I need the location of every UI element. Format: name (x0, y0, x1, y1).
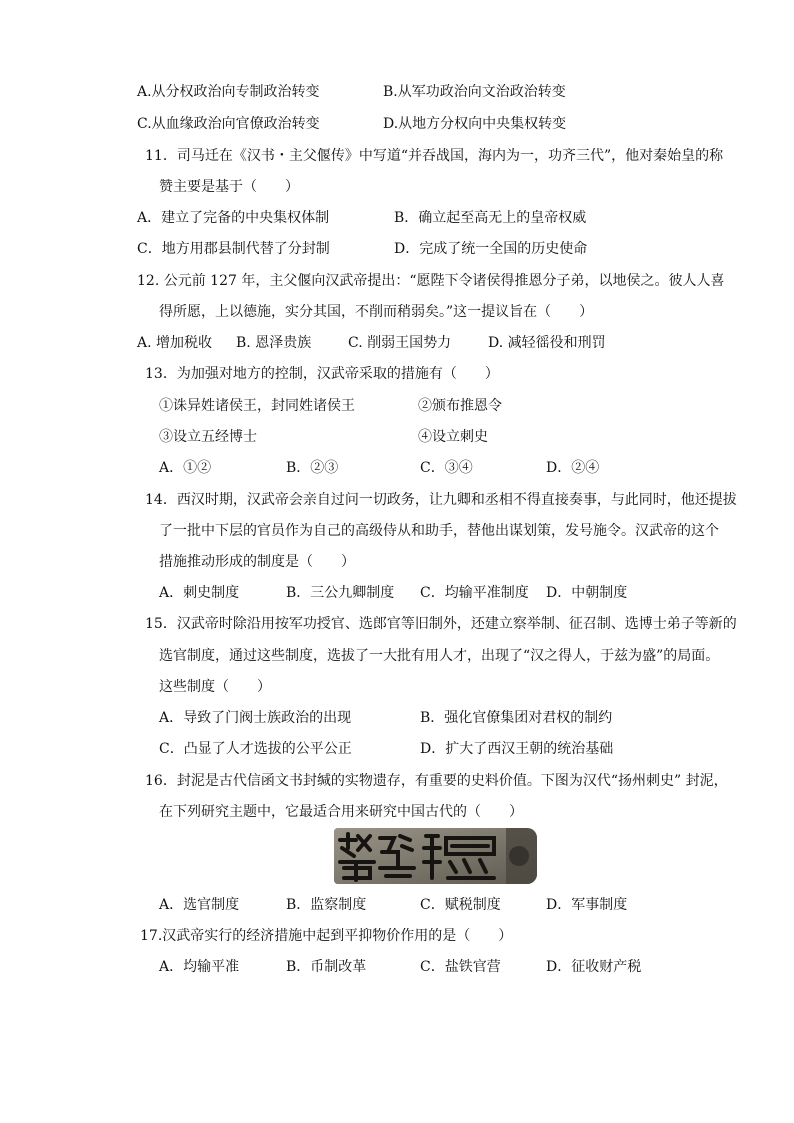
q13-item-4: ④设立刺史 (418, 429, 488, 445)
q11-option-b: B．确立起至高无上的皇帝权威 (394, 210, 587, 226)
q13-option-a: A．①② (159, 460, 212, 476)
q14-option-d: D．中朝制度 (546, 585, 628, 601)
q11-option-c: C．地方用郡县制代替了分封制 (137, 241, 330, 257)
q13-option-d: D．②④ (546, 460, 600, 476)
q15-stem-line3: 这些制度（ ） (159, 679, 271, 695)
q12-option-c: C. 削弱王国势力 (348, 335, 452, 351)
q17-option-d: D．征收财产税 (546, 959, 642, 975)
q11-option-a: A．建立了完备的中央集权体制 (137, 210, 330, 226)
q13-option-c: C．③④ (420, 460, 473, 476)
q11-option-d: D．完成了统一全国的历史使命 (394, 241, 588, 257)
q15-stem-line1: 15．汉武帝时除沿用按军功授官、选郎官等旧制外，还建立察举制、征召制、选博士弟子等新的 (145, 616, 737, 632)
q16-stem-line1: 16．封泥是古代信函文书封缄的实物遗存，有重要的史料价值。下图为汉代“扬州刺史” 封泥， (145, 773, 728, 789)
clay-seal-graphic (334, 828, 537, 884)
clay-seal-image (334, 828, 537, 884)
q10-option-c: C.从血缘政治向官僚政治转变 (137, 116, 320, 132)
q12-option-b: B. 恩泽贵族 (236, 335, 312, 351)
q16-option-a: A．选官制度 (159, 897, 240, 913)
q13-item-2: ②颁布推恩令 (418, 398, 502, 414)
q17-option-c: C．盐铁官营 (420, 959, 501, 975)
q16-option-b: B．监察制度 (286, 897, 367, 913)
q10-option-a: A.从分权政治向专制政治转变 (137, 84, 320, 100)
q12-option-a: A. 增加税收 (137, 335, 213, 351)
q11-stem-line2: 赞主要是基于（ ） (159, 179, 299, 195)
q13-item-3: ③设立五经博士 (159, 429, 257, 445)
q14-option-b: B．三公九卿制度 (286, 585, 395, 601)
q15-option-b: B．强化官僚集团对君权的制约 (420, 710, 613, 726)
q14-option-a: A．刺史制度 (159, 585, 240, 601)
q15-option-d: D．扩大了西汉王朝的统治基础 (420, 741, 614, 757)
q13-item-1: ①诛异姓诸侯王，封同姓诸侯王 (159, 398, 355, 414)
q14-stem-line2: 了一批中下层的官员作为自己的高级侍从和助手，替他出谋划策，发号施令。汉武帝的这个 (159, 523, 719, 539)
q12-stem-line1: 12. 公元前 127 年，主父偃向汉武帝提出：“愿陛下令诸侯得推恩分子弟，以地侯之。彼人人喜 (137, 273, 725, 289)
q15-option-a: A．导致了门阀士族政治的出现 (159, 710, 352, 726)
q14-option-c: C．均输平准制度 (420, 585, 529, 601)
q12-stem-line2: 得所愿，上以德施，实分其国，不削而稍弱矣。”这一提议旨在（ ） (159, 304, 594, 320)
q10-option-d: D.从地方分权向中央集权转变 (383, 116, 567, 132)
q11-stem-line1: 11．司马迁在《汉书・主父偃传》中写道“并吞战国，海内为一，功齐三代”，他对秦始皇的称 (145, 148, 724, 164)
q13-stem: 13．为加强对地方的控制，汉武帝采取的措施有（ ） (145, 366, 499, 382)
q14-stem-line1: 14．西汉时期，汉武帝会亲自过问一切政务，让九卿和丞相不得直接奏事，与此同时，他还提拔 (145, 492, 737, 508)
q17-option-b: B．币制改革 (286, 959, 367, 975)
q15-option-c: C．凸显了人才选拔的公平公正 (159, 741, 352, 757)
q16-stem-line2: 在下列研究主题中，它最适合用来研究中国古代的（ ） (159, 804, 523, 820)
q13-option-b: B．②③ (286, 460, 339, 476)
q14-stem-line3: 措施推动形成的制度是（ ） (159, 554, 355, 570)
q17-option-a: A．均输平准 (159, 959, 240, 975)
q16-option-c: C．赋税制度 (420, 897, 501, 913)
q12-option-d: D. 减轻徭役和刑罚 (488, 335, 606, 351)
q16-option-d: D．军事制度 (546, 897, 628, 913)
q15-stem-line2: 选官制度，通过这些制度，选拔了一大批有用人才，出现了“汉之得人，于兹为盛”的局面。 (159, 648, 720, 664)
q17-stem: 17.汉武帝实行的经济措施中起到平抑物价作用的是（ ） (140, 928, 513, 944)
q10-option-b: B.从军功政治向文治政治转变 (383, 84, 566, 100)
